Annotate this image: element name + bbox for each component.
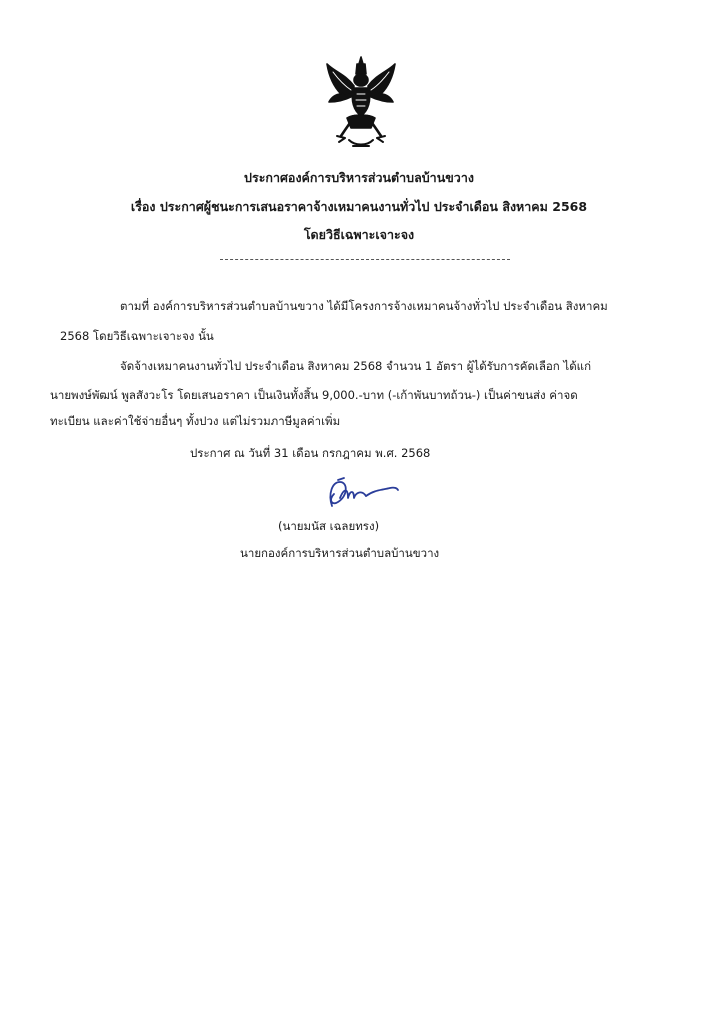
handwritten-signature-icon (318, 476, 400, 512)
paragraph-2-line-2: นายพงษ์พัฒน์ พูลสังวะโร โดยเสนอราคา เป็นเงินทั้งสิ้น 9,000.-บาท (-เก้าพันบาทถ้วน-) เป็นค่าขนส่ง ค่าจด (50, 388, 578, 402)
announcement-date: ประกาศ ณ วันที่ 31 เดือน กรกฎาคม พ.ศ. 2568 (190, 446, 431, 460)
signer-title: นายกองค์การบริหารส่วนตำบลบ้านขวาง (240, 546, 440, 560)
announcement-subject: เรื่อง ประกาศผู้ชนะการเสนอราคาจ้างเหมาคนงานทั่วไป ประจำเดือน สิงหาคม 2568 (130, 199, 588, 214)
paragraph-2-line-3: ทะเบียน และค่าใช้จ่ายอื่นๆ ทั้งปวง แต่ไม่รวมภาษีมูลค่าเพิ่ม (50, 414, 341, 428)
announcement-method: โดยวิธีเฉพาะเจาะจง (303, 227, 415, 242)
paragraph-1-line-2: 2568 โดยวิธีเฉพาะเจาะจง นั้น (60, 329, 214, 343)
paragraph-2-line-1: จัดจ้างเหมาคนงานทั่วไป ประจำเดือน สิงหาคม 2568 จำนวน 1 อัตรา ผู้ได้รับการคัดเลือก ได้แก่ (120, 359, 592, 373)
dashed-divider (220, 259, 510, 260)
announcement-title: ประกาศองค์การบริหารส่วนตำบลบ้านขวาง (244, 170, 474, 185)
garuda-emblem-icon (323, 54, 399, 152)
signer-name: (นายมนัส เฉลยทรง) (278, 519, 380, 533)
paragraph-1-line-1: ตามที่ องค์การบริหารส่วนตำบลบ้านขวาง ได้มีโครงการจ้างเหมาคนจ้างทั่วไป ประจำเดือน สิงหาคม (120, 299, 608, 313)
